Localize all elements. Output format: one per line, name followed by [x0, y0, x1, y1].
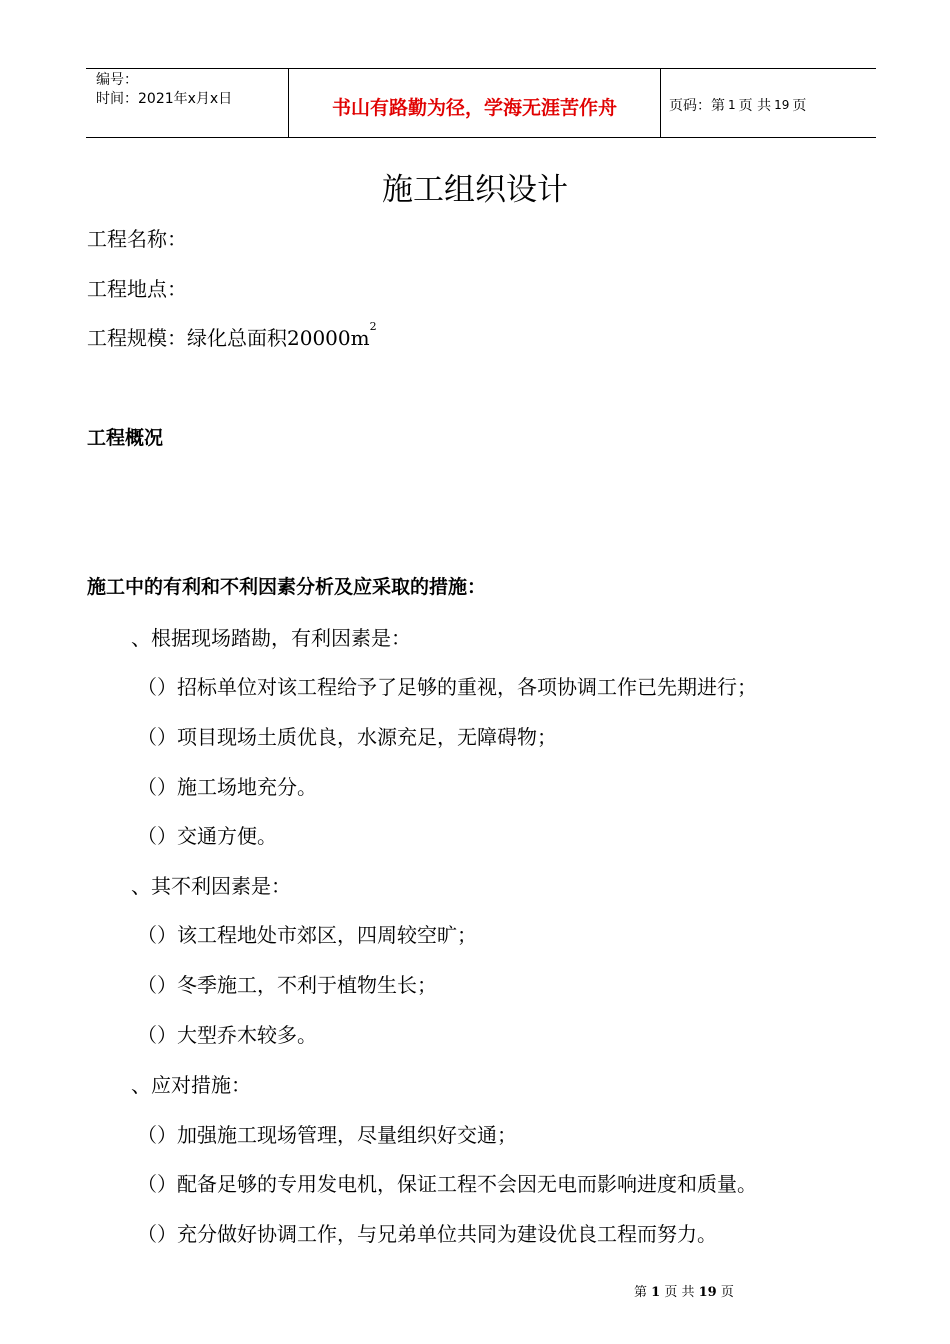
list-item: 、应对措施：: [131, 1073, 251, 1097]
page-footer: [634, 1281, 734, 1300]
list-item: 、其不利因素是：: [131, 874, 291, 898]
project-location-label: 工程地点：: [87, 277, 187, 301]
project-name-label: 工程名称：: [87, 227, 187, 251]
section-heading-overview: 工程概况: [87, 427, 164, 449]
list-item: （）交通方便。: [137, 824, 277, 848]
list-item: （）充分做好协调工作，与兄弟单位共同为建设优良工程而努力。: [137, 1222, 717, 1246]
list-item: （）项目现场土质优良，水源充足，无障碍物；: [137, 725, 557, 749]
page-suffix: 页: [792, 98, 807, 114]
list-item: （）冬季施工，不利于植物生长；: [137, 973, 437, 997]
footer-suffix: 页: [716, 1285, 734, 1300]
project-scale-superscript: 2: [369, 320, 377, 333]
list-item: （）该工程地处市郊区，四周较空旷；: [137, 923, 477, 947]
page-header: [86, 68, 876, 138]
page-prefix: 页码：第: [669, 98, 725, 114]
document-number-label: 编号：: [96, 72, 138, 88]
header-meta: [86, 69, 288, 137]
section-heading-analysis: 施工中的有利和不利因素分析及应采取的措施：: [87, 576, 487, 598]
page-mid: 页 共: [738, 98, 772, 114]
list-item: 、根据现场踏勘，有利因素是：: [131, 626, 411, 650]
footer-page-number: 1: [651, 1285, 661, 1300]
list-item: （）施工场地充分。: [137, 775, 317, 799]
page-total: 19: [774, 98, 790, 112]
footer-prefix: 第: [634, 1285, 652, 1300]
project-scale: [87, 322, 377, 351]
header-motto: 书山有路勤为径，学海无涯苦作舟: [288, 69, 661, 137]
footer-mid: 页 共: [660, 1285, 699, 1300]
list-item: （）招标单位对该工程给予了足够的重视，各项协调工作已先期进行；: [137, 675, 757, 699]
project-scale-text: 工程规模：绿化总面积20000m: [87, 326, 370, 350]
document-title: 施工组织设计: [382, 172, 568, 208]
footer-page-total: 19: [698, 1285, 717, 1300]
list-item: （）加强施工现场管理，尽量组织好交通；: [137, 1123, 517, 1147]
header-page-info: [661, 69, 876, 137]
list-item: （）大型乔木较多。: [137, 1023, 317, 1047]
document-time-label: 时间：2021年x月x日: [96, 91, 233, 107]
page-number: 1: [728, 98, 736, 112]
list-item: （）配备足够的专用发电机，保证工程不会因无电而影响进度和质量。: [137, 1172, 757, 1196]
